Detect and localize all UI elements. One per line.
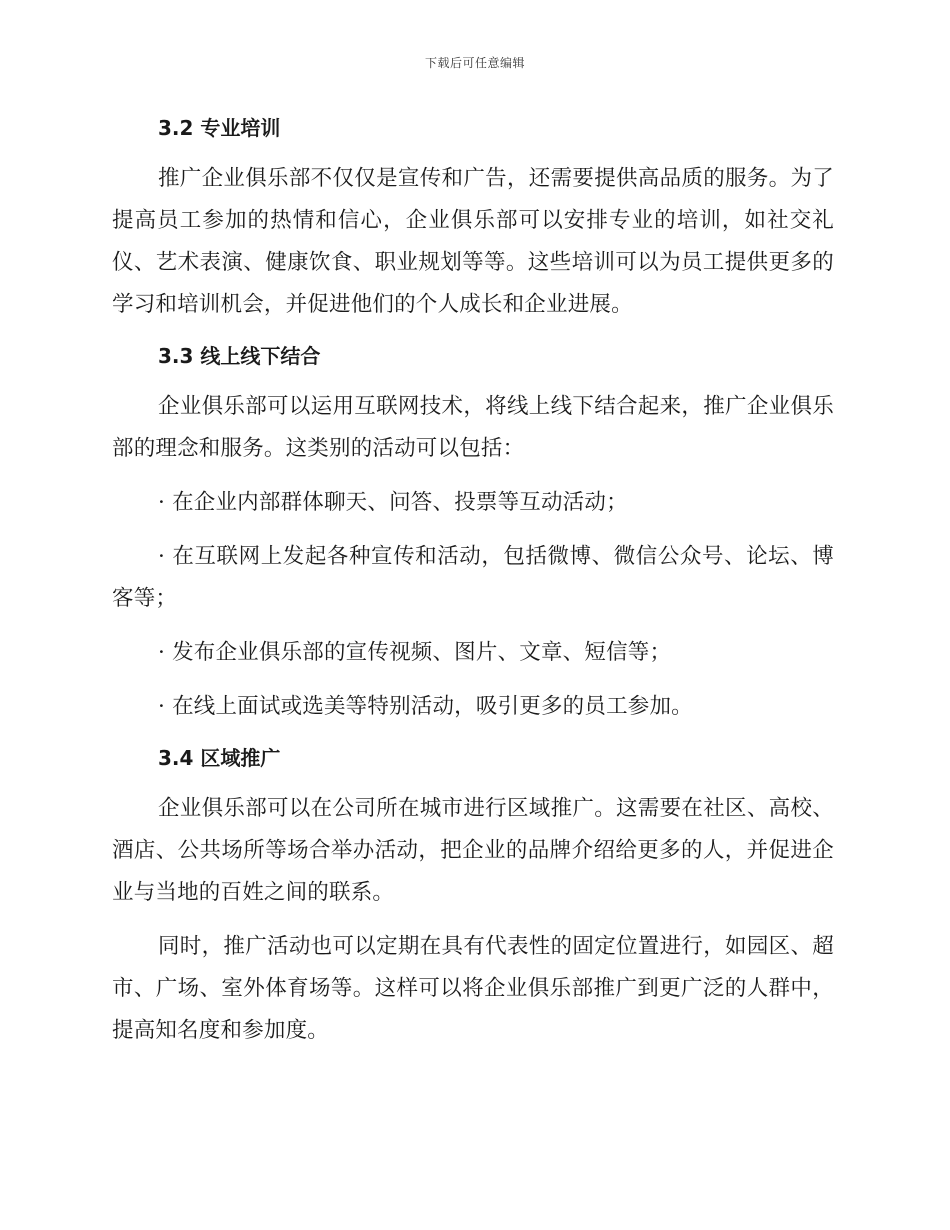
bullet-item: · 在线上面试或选美等特别活动，吸引更多的员工参加。: [158, 694, 693, 719]
section-heading-3-3: 3.3 线上线下结合: [158, 344, 321, 368]
section-heading-3-4: 3.4 区域推广: [158, 746, 281, 770]
section-heading-3-2: 3.2 专业培训: [158, 116, 281, 140]
paragraph: 企业俱乐部可以在公司所在城市进行区域推广。这需要在社区、高校、酒店、公共场所等场合举办活动，把企业的品牌介绍给更多的人，并促进企业与当地的百姓之间的联系。: [112, 796, 834, 905]
paragraph: 企业俱乐部可以运用互联网技术，将线上线下结合起来，推广企业俱乐部的理念和服务。这类别的活动可以包括：: [112, 394, 834, 461]
page-header: 下载后可任意编辑: [424, 56, 525, 70]
document-body: [112, 108, 834, 1052]
paragraph: 推广企业俱乐部不仅仅是宣传和广告，还需要提供高品质的服务。为了提高员工参加的热情和信心，企业俱乐部可以安排专业的培训，如社交礼仪、艺术表演、健康饮食、职业规划等等。这些培训可以为员工提供更多的学习和培训机会，并促进他们的个人成长和企业进展。: [112, 166, 834, 317]
bullet-item: · 在互联网上发起各种宣传和活动，包括微博、微信公众号、论坛、博客等；: [112, 544, 834, 611]
paragraph: 同时，推广活动也可以定期在具有代表性的固定位置进行，如园区、超市、广场、室外体育场等。这样可以将企业俱乐部推广到更广泛的人群中，提高知名度和参加度。: [112, 934, 834, 1043]
bullet-item: · 在企业内部群体聊天、问答、投票等互动活动；: [158, 490, 628, 515]
bullet-item: · 发布企业俱乐部的宣传视频、图片、文章、短信等；: [158, 640, 672, 665]
